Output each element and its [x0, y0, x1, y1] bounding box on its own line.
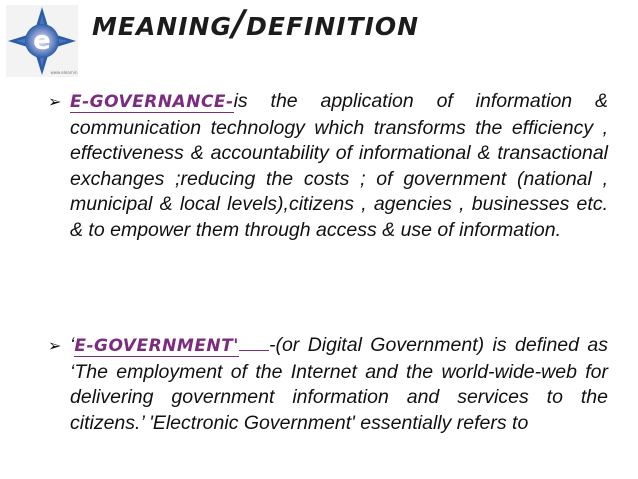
open-quote: ‘	[70, 334, 75, 356]
slide-title: meaning/definition	[92, 3, 420, 44]
arrow-bullet-icon: ➢	[48, 338, 62, 355]
bullet-text: -(or Digital Government) is defined as ‘The employment of the Internet and the world-wide-web for delivering government information and services to the citizens.’ 'Electronic Government' essentially refers to	[70, 334, 608, 434]
bullet-term: E-GOVERNANCE-	[70, 92, 234, 112]
e-star-logo-icon	[6, 5, 78, 77]
underline-gap	[239, 349, 269, 351]
svg-text:www.elearnin: www.elearnin	[50, 70, 78, 75]
bullet-egovernance	[48, 89, 608, 244]
logo	[6, 5, 78, 77]
bullet-term: E-GOVERNMENT'	[74, 336, 239, 356]
svg-text:e: e	[33, 26, 51, 56]
bullet-egovernment	[48, 333, 608, 436]
arrow-bullet-icon: ➢	[48, 94, 62, 111]
bullet-text: is the application of information & communication technology which transforms the efficiency , effectiveness & accountability of informational & transactional exchanges ;reducing the costs ; of government (national , municipal & local levels),citizens , agencies , businesses etc. & to empower them through access & use of information.	[70, 90, 608, 241]
